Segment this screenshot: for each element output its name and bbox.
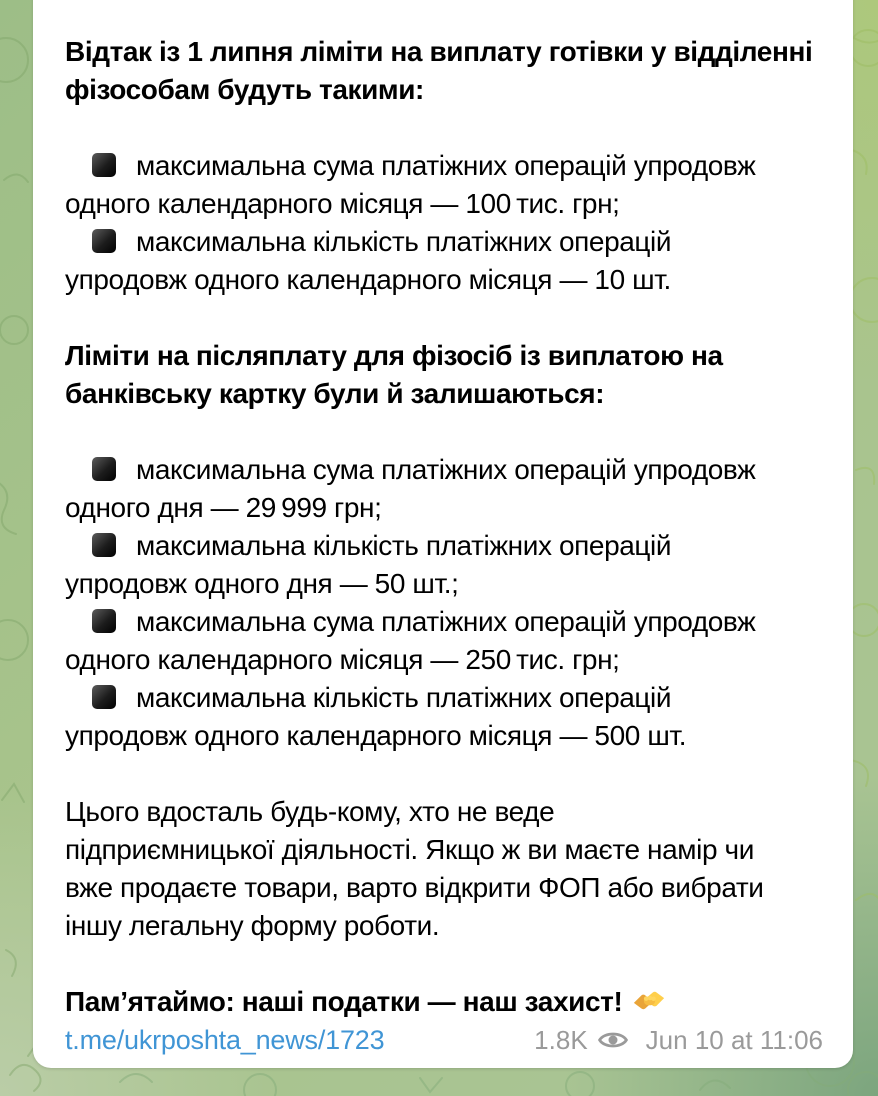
black-square-bullet-icon	[92, 533, 116, 557]
bullet-item	[65, 451, 823, 527]
message-line: упродовж одного календарного місяця — 10 шт.	[65, 264, 671, 295]
paragraph-spacer	[65, 755, 823, 793]
paragraph-spacer	[65, 413, 823, 451]
paragraph-spacer	[65, 945, 823, 983]
paragraph-spacer	[65, 109, 823, 147]
message-line: вже продаєте товари, варто відкрити ФОП або вибрати	[65, 872, 764, 903]
message-content	[65, 33, 823, 1059]
paragraph	[65, 793, 823, 945]
paragraph-spacer	[65, 299, 823, 337]
message-line: упродовж одного календарного місяця — 500 шт.	[65, 720, 687, 751]
bullet-item	[65, 603, 823, 679]
message-line: одного дня — 29 999 грн;	[65, 492, 382, 523]
message-line: максимальна кількість платіжних операцій	[65, 223, 823, 261]
paragraph	[65, 33, 823, 109]
bullet-item	[65, 527, 823, 603]
message-line: одного календарного місяця — 250 тис. грн;	[65, 644, 620, 675]
black-square-bullet-icon	[92, 609, 116, 633]
message-line: Відтак із 1 липня ліміти на виплату готівки у відділенні	[65, 36, 813, 67]
message-bubble	[33, 0, 853, 1068]
bullet-item	[65, 223, 823, 299]
post-date: Jun 10 at 11:06	[645, 1025, 823, 1055]
view-count: 1.8K	[534, 1025, 588, 1055]
message-line: Ліміти на післяплату для фізосіб із виплатою на	[65, 340, 723, 371]
black-square-bullet-icon	[92, 457, 116, 481]
black-square-bullet-icon	[92, 153, 116, 177]
paragraph	[65, 337, 823, 413]
black-square-bullet-icon	[92, 685, 116, 709]
message-line: фізособам будуть такими:	[65, 74, 424, 105]
message-line: максимальна сума платіжних операцій упродовж	[65, 147, 823, 185]
message-line: максимальна сума платіжних операцій упродовж	[65, 451, 823, 489]
message-line: максимальна сума платіжних операцій упродовж	[65, 603, 823, 641]
bullet-item	[65, 679, 823, 755]
eye-icon	[598, 1029, 628, 1051]
message-line: іншу легальну форму роботи.	[65, 910, 440, 941]
handshake-icon	[632, 986, 666, 1016]
post-meta	[534, 1021, 823, 1059]
message-line: максимальна кількість платіжних операцій	[65, 679, 823, 717]
bullet-item	[65, 147, 823, 223]
message-line: максимальна кількість платіжних операцій	[65, 527, 823, 565]
message-line: упродовж одного дня — 50 шт.;	[65, 568, 459, 599]
message-line: підприємницької діяльності. Якщо ж ви маєте намір чи	[65, 834, 754, 865]
message-line: Пам’ятаймо: наші податки — наш захист!	[65, 983, 823, 1021]
message-line: одного календарного місяця — 100 тис. грн;	[65, 188, 620, 219]
paragraph	[65, 983, 823, 1021]
message-footer	[65, 1021, 823, 1059]
message-line: Цього вдосталь будь-кому, хто не веде	[65, 796, 555, 827]
message-line: банківську картку були й залишаються:	[65, 378, 605, 409]
black-square-bullet-icon	[92, 229, 116, 253]
post-link[interactable]: t.me/ukrposhta_news/1723	[65, 1025, 385, 1055]
